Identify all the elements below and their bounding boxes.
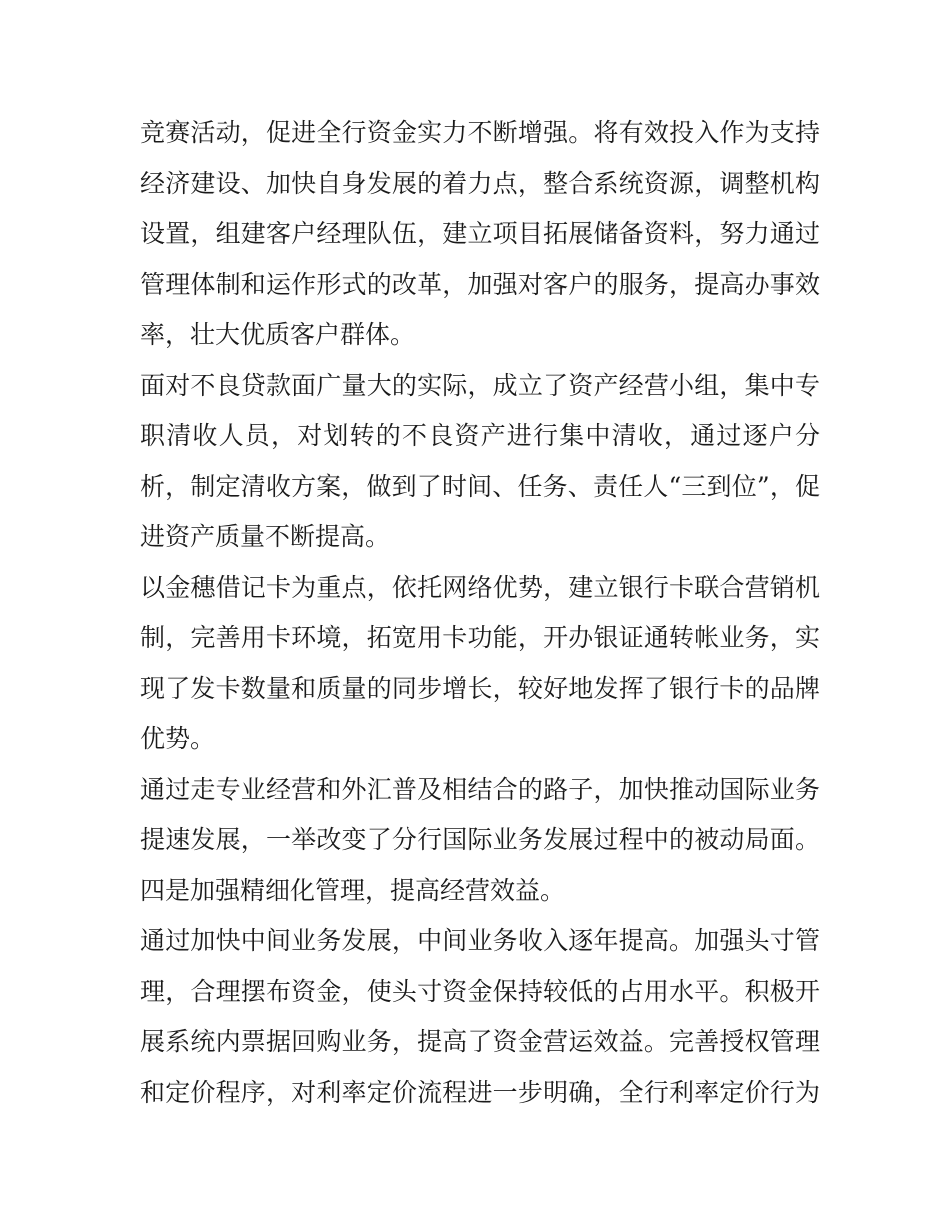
text-line: 展系统内票据回购业务，提高了资金营运效益。完善授权管理 — [140, 1027, 820, 1056]
paragraph-6 — [140, 916, 820, 1118]
text-line: 竞赛活动，促进全行资金实力不断增强。将有效投入作为支持 — [140, 118, 820, 147]
text-line: 理，合理摆布资金，使头寸资金保持较低的占用水平。积极开 — [140, 976, 820, 1006]
text-line: 经济建设、加快自身发展的着力点，整合系统资源，调整机构 — [140, 168, 820, 198]
text-line: 管理体制和运作形式的改革，加强对客户的服务，提高办事效 — [140, 269, 820, 299]
paragraph-1 — [140, 108, 820, 361]
text-line: 进资产质量不断提高。 — [140, 522, 391, 551]
text-line: 通过走专业经营和外汇普及相结合的路子，加快推动国际业务 — [140, 774, 820, 804]
text-line: 以金穗借记卡为重点，依托网络优势，建立银行卡联合营销机 — [140, 572, 820, 602]
text-line: 提速发展，一举改变了分行国际业务发展过程中的被动局面。 — [140, 825, 820, 854]
paragraph-2 — [140, 361, 820, 563]
text-line: 现了发卡数量和质量的同步增长，较好地发挥了银行卡的品牌 — [140, 673, 820, 703]
text-line: 职清收人员，对划转的不良资产进行集中清收，通过逐户分 — [140, 421, 820, 450]
text-line: 面对不良贷款面广量大的实际，成立了资产经营小组，集中专 — [140, 370, 820, 400]
text-line: 通过加快中间业务发展，中间业务收入逐年提高。加强头寸管 — [140, 926, 820, 955]
text-line: 四是加强精细化管理，提高经营效益。 — [140, 875, 566, 905]
text-line: 率，壮大优质客户群体。 — [140, 320, 416, 349]
paragraph-4 — [140, 765, 820, 866]
text-line: 和定价程序，对利率定价流程进一步明确，全行利率定价行为 — [140, 1077, 820, 1107]
text-line: 析，制定清收方案，做到了时间、任务、责任人“三到位”，促 — [140, 471, 820, 501]
text-line: 优势。 — [140, 724, 216, 753]
text-line: 设置，组建客户经理队伍，建立项目拓展储备资料，努力通过 — [140, 219, 820, 248]
paragraph-3 — [140, 563, 820, 765]
text-line: 制，完善用卡环境，拓宽用卡功能，开办银证通转帐业务，实 — [140, 623, 820, 652]
section-heading-line — [140, 866, 820, 917]
document-body — [140, 108, 820, 1118]
